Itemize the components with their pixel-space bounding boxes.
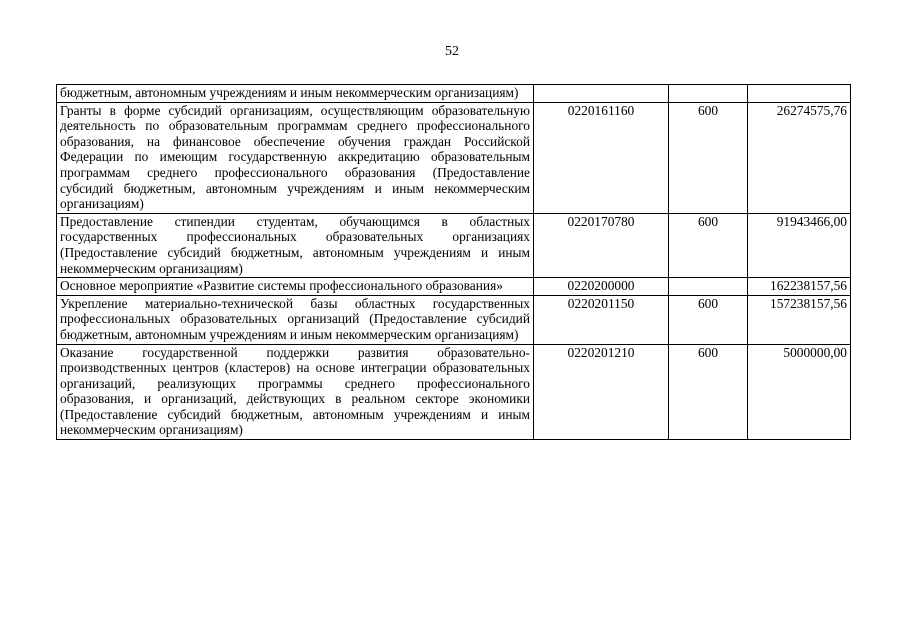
table-row xyxy=(57,85,851,103)
budget-table xyxy=(56,84,851,440)
row-sum-cell: 157238157,56 xyxy=(748,295,851,344)
row-csr-cell: 0220161160 xyxy=(534,102,669,213)
row-name-cell: Оказание государственной поддержки развития образовательно-производственных центров (кластеров) на основе интеграции образовательных организаций, реализующих программы среднего профессионального образования, и организаций, действующих в реальном секторе экономики (Предоставление субсидий бюджетным, автономным учреждениям и иным некоммерческим организациям) xyxy=(57,344,534,440)
row-vr-cell: 600 xyxy=(669,344,748,440)
row-name-cell: Предоставление стипендии студентам, обучающимся в областных государственных профессиональных образовательных организациях (Предоставление субсидий бюджетным, автономным учреждениям и иным некоммерческим организациям) xyxy=(57,213,534,277)
row-sum-cell: 5000000,00 xyxy=(748,344,851,440)
table-row xyxy=(57,102,851,213)
row-csr-cell: 0220170780 xyxy=(534,213,669,277)
row-csr-cell xyxy=(534,85,669,103)
row-vr-cell: 600 xyxy=(669,213,748,277)
table-row xyxy=(57,344,851,440)
table-row xyxy=(57,213,851,277)
row-name-cell: Основное мероприятие «Развитие системы профессионального образования» xyxy=(57,278,534,296)
row-sum-cell: 91943466,00 xyxy=(748,213,851,277)
row-name-cell: бюджетным, автономным учреждениям и иным некоммерческим организациям) xyxy=(57,85,534,103)
row-csr-cell: 0220201150 xyxy=(534,295,669,344)
row-vr-cell xyxy=(669,278,748,296)
table-row xyxy=(57,278,851,296)
row-csr-cell: 0220200000 xyxy=(534,278,669,296)
row-name-cell: Укрепление материально-технической базы областных государственных профессиональных образовательных организаций (Предоставление субсидий бюджетным, автономным учреждениям и иным некоммерческим организациям) xyxy=(57,295,534,344)
row-vr-cell: 600 xyxy=(669,102,748,213)
table-row xyxy=(57,295,851,344)
row-name-cell: Гранты в форме субсидий организациям, осуществляющим образовательную деятельность по образовательным программам среднего профессионального образования, на финансовое обеспечение обучения граждан Российской Федерации по имеющим государственную аккредитацию образовательным программам среднего профессионального образования (Предоставление субсидий бюджетным, автономным учреждениям и иным некоммерческим организациям) xyxy=(57,102,534,213)
row-sum-cell xyxy=(748,85,851,103)
row-vr-cell xyxy=(669,85,748,103)
row-vr-cell: 600 xyxy=(669,295,748,344)
row-sum-cell: 162238157,56 xyxy=(748,278,851,296)
page-number: 52 xyxy=(445,44,459,59)
row-sum-cell: 26274575,76 xyxy=(748,102,851,213)
row-csr-cell: 0220201210 xyxy=(534,344,669,440)
